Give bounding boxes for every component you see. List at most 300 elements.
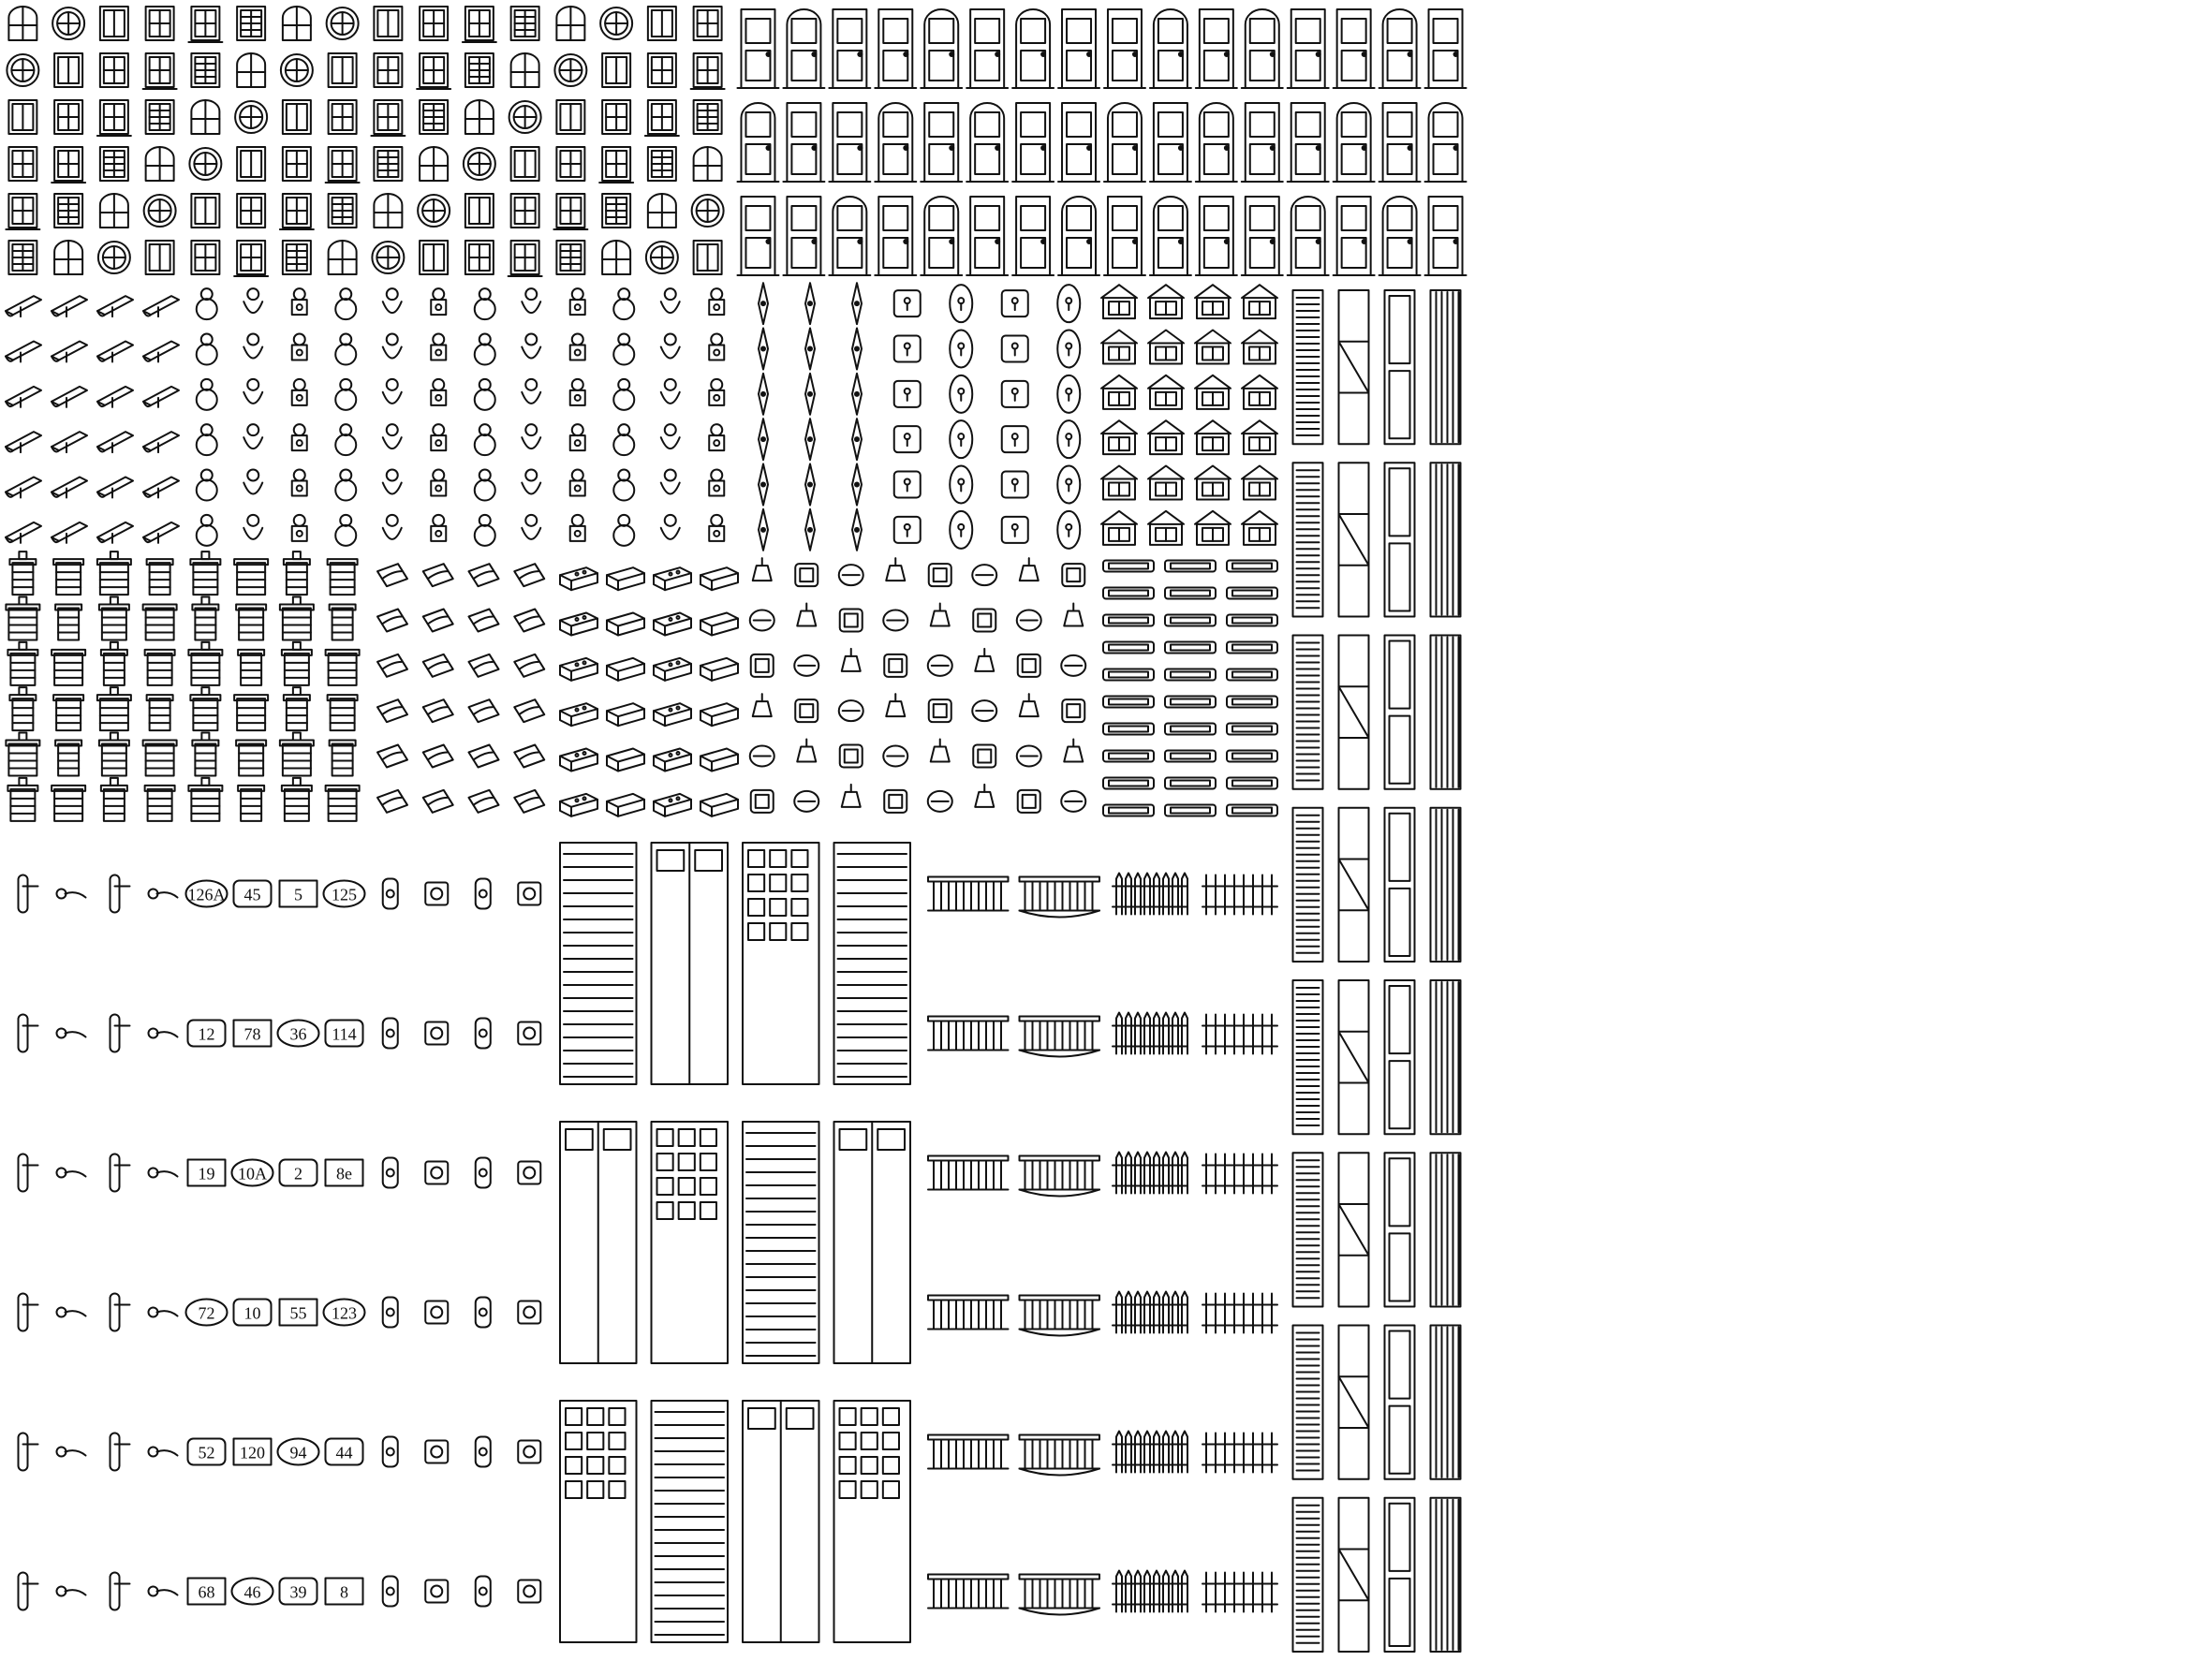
dormer-icon bbox=[1148, 285, 1184, 318]
house-number-plate bbox=[280, 1160, 317, 1186]
dormer-icon bbox=[1242, 511, 1277, 545]
dormer-icon bbox=[1148, 375, 1184, 409]
window-icon bbox=[327, 7, 359, 39]
chimney-icon bbox=[280, 597, 314, 640]
door-icon bbox=[1150, 197, 1191, 275]
door-icon bbox=[921, 9, 962, 88]
doorbell-icon bbox=[518, 1580, 540, 1603]
house-number-text: 52 bbox=[198, 1443, 215, 1463]
house-number-plate bbox=[280, 1579, 317, 1605]
knocker-icon bbox=[431, 379, 446, 405]
house-number-text: 114 bbox=[332, 1024, 357, 1044]
chimney-icon bbox=[9, 687, 36, 730]
lock-icon bbox=[950, 331, 972, 368]
door-icon bbox=[1425, 197, 1467, 275]
house-number-plate bbox=[278, 1439, 319, 1465]
knocker-icon bbox=[292, 515, 307, 541]
lamp-icon bbox=[931, 740, 950, 762]
lamp-icon bbox=[1064, 604, 1083, 626]
lock-icon bbox=[950, 466, 972, 504]
gutter-icon bbox=[143, 387, 179, 407]
roof-tile-icon bbox=[423, 610, 453, 632]
door-handle-icon bbox=[57, 1448, 86, 1457]
doorbell-icon bbox=[425, 1580, 448, 1603]
shutter-icon bbox=[1431, 1153, 1461, 1306]
shutters-section bbox=[1293, 290, 1461, 1652]
knocker-icon bbox=[613, 515, 634, 546]
gutter-icon bbox=[143, 432, 179, 452]
house-number-plate bbox=[326, 1021, 363, 1047]
garage-door-icon bbox=[834, 1122, 911, 1363]
door-handle-icon bbox=[19, 1433, 38, 1471]
window-icon bbox=[146, 147, 174, 181]
chimney-icon bbox=[97, 687, 131, 730]
lamp-icon bbox=[972, 700, 996, 721]
chimney-icon bbox=[9, 551, 36, 595]
lock-icon bbox=[894, 517, 921, 543]
chimney-icon bbox=[192, 733, 218, 776]
house-number-text: 125 bbox=[332, 885, 357, 904]
door-icon bbox=[829, 103, 870, 182]
lock-icon bbox=[1057, 331, 1080, 368]
lamp-icon bbox=[753, 694, 772, 716]
garage-door-icon bbox=[652, 1401, 729, 1642]
window-icon bbox=[374, 53, 402, 87]
knocker-icon bbox=[661, 470, 680, 494]
lamp-icon bbox=[931, 604, 950, 626]
knocker-icon bbox=[522, 334, 540, 359]
brick-icon bbox=[560, 703, 597, 726]
lamp-icon bbox=[795, 564, 818, 586]
chimney-icon bbox=[53, 695, 83, 730]
lamp-icon bbox=[751, 790, 774, 813]
window-icon bbox=[691, 53, 725, 89]
shutter-icon bbox=[1339, 290, 1369, 444]
chimney-icon bbox=[328, 695, 358, 730]
window-icon bbox=[52, 147, 85, 183]
brick-icon bbox=[607, 794, 644, 816]
mail-slot-icon bbox=[1165, 724, 1216, 735]
house-number-text: 5 bbox=[294, 885, 302, 904]
house-number-plate bbox=[188, 1021, 226, 1047]
fence-icon bbox=[1202, 1433, 1277, 1473]
lamp-icon bbox=[840, 610, 863, 632]
knocker-icon bbox=[431, 470, 446, 496]
shutter-icon bbox=[1339, 463, 1369, 616]
window-icon bbox=[420, 100, 448, 134]
roof-tile-icon bbox=[469, 610, 499, 632]
knocker-icon bbox=[709, 515, 724, 541]
house-number-plate bbox=[280, 1300, 317, 1326]
knocker-icon bbox=[475, 288, 495, 319]
window-icon bbox=[694, 241, 722, 274]
lamp-icon bbox=[928, 791, 952, 812]
door-icon bbox=[1196, 103, 1237, 182]
doorbell-icon bbox=[425, 883, 448, 905]
gutters-section bbox=[6, 296, 179, 543]
house-number-plate bbox=[326, 1579, 363, 1605]
mail-slot-icon bbox=[1227, 805, 1277, 816]
window-icon bbox=[235, 101, 267, 133]
mail-slot-icon bbox=[1227, 561, 1277, 572]
garage-doors-section bbox=[560, 843, 910, 1642]
chimney-icon bbox=[52, 650, 85, 685]
roof-tile-icon bbox=[377, 564, 407, 586]
knocker-icon bbox=[292, 424, 307, 450]
mail-slot-icon bbox=[1227, 642, 1277, 654]
house-number-plate bbox=[324, 1300, 365, 1326]
window-icon bbox=[465, 241, 494, 274]
door-icon bbox=[1104, 103, 1145, 182]
house-number-text: 94 bbox=[289, 1443, 307, 1463]
house-number-text: 123 bbox=[332, 1303, 357, 1323]
window-icon bbox=[281, 54, 313, 86]
window-icon bbox=[602, 241, 630, 274]
gutter-icon bbox=[6, 387, 41, 407]
dormer-icon bbox=[1148, 331, 1184, 364]
knocker-icon bbox=[475, 515, 495, 546]
dormer-icon bbox=[1195, 511, 1231, 545]
chimney-icon bbox=[52, 786, 85, 821]
mail-slot-icon bbox=[1165, 669, 1216, 681]
window-icon bbox=[509, 101, 541, 133]
lock-icon bbox=[950, 511, 972, 549]
hinge-icon bbox=[759, 419, 768, 460]
hinge-icon bbox=[805, 419, 815, 460]
lamp-icon bbox=[842, 649, 861, 671]
brick-icon bbox=[700, 567, 738, 590]
knocker-icon bbox=[383, 288, 402, 313]
lock-icon bbox=[1002, 426, 1028, 452]
lock-icon bbox=[1002, 336, 1028, 362]
shutter-icon bbox=[1385, 808, 1415, 962]
hinge-icon bbox=[852, 464, 862, 506]
mail-slot-icon bbox=[1165, 751, 1216, 762]
chimney-icon bbox=[143, 605, 177, 640]
bricks-section bbox=[560, 567, 738, 816]
window-icon bbox=[556, 7, 584, 40]
door-icon bbox=[737, 9, 778, 88]
window-icon bbox=[417, 53, 450, 89]
roof-tile-icon bbox=[377, 790, 407, 813]
chimney-icon bbox=[6, 597, 39, 640]
house-number-plate bbox=[234, 881, 272, 907]
door-icon bbox=[783, 197, 824, 275]
lamp-icon bbox=[750, 746, 774, 767]
house-number-text: 12 bbox=[198, 1024, 215, 1044]
window-icon bbox=[648, 147, 676, 181]
knocker-icon bbox=[431, 334, 446, 360]
hinge-icon bbox=[759, 509, 768, 551]
shutter-icon bbox=[1385, 1498, 1415, 1652]
roof-tile-icon bbox=[423, 745, 453, 768]
mail-slot-icon bbox=[1165, 805, 1216, 816]
doorbell-icon bbox=[518, 1022, 540, 1045]
door-handle-icon bbox=[149, 1448, 178, 1457]
house-number-text: 8 bbox=[340, 1582, 348, 1602]
chimney-icon bbox=[282, 642, 312, 685]
door-icon bbox=[875, 103, 916, 182]
gutter-icon bbox=[6, 296, 41, 316]
roof-tile-icon bbox=[469, 564, 499, 586]
lamp-icon bbox=[797, 740, 816, 762]
roof-tile-icon bbox=[469, 790, 499, 813]
chimney-icon bbox=[188, 642, 222, 685]
chimney-icon bbox=[280, 733, 314, 776]
lamp-icon bbox=[886, 558, 905, 581]
chimney-icon bbox=[330, 741, 356, 776]
window-icon bbox=[648, 194, 676, 228]
window-icon bbox=[54, 100, 82, 134]
shutter-icon bbox=[1431, 463, 1461, 616]
mail-slot-icon bbox=[1165, 642, 1216, 654]
window-icon bbox=[556, 147, 584, 181]
chimneys-section bbox=[6, 551, 359, 821]
dormer-icon bbox=[1101, 331, 1137, 364]
roof-tile-icon bbox=[377, 745, 407, 768]
gutter-icon bbox=[97, 478, 133, 498]
door-handle-icon bbox=[57, 1169, 86, 1178]
brick-icon bbox=[654, 567, 691, 590]
knocker-icon bbox=[431, 515, 446, 541]
lock-icon bbox=[894, 381, 921, 407]
garage-door-icon bbox=[834, 843, 911, 1084]
house-number-text: 10 bbox=[243, 1303, 261, 1323]
door-icon bbox=[1150, 9, 1191, 88]
lamp-icon bbox=[839, 565, 863, 585]
lock-icon bbox=[1057, 420, 1080, 458]
shutter-icon bbox=[1293, 290, 1323, 444]
doorbell-icon bbox=[383, 1577, 398, 1607]
roof-tile-icon bbox=[423, 699, 453, 722]
lamp-icon bbox=[842, 785, 861, 807]
garage-door-icon bbox=[560, 843, 637, 1084]
knocker-icon bbox=[243, 379, 262, 404]
brick-icon bbox=[700, 658, 738, 681]
lamp-icon bbox=[751, 654, 774, 677]
window-icon bbox=[511, 194, 539, 228]
fence-icon bbox=[1202, 1015, 1277, 1054]
lamp-icon bbox=[753, 558, 772, 581]
door-handle-icon bbox=[149, 1029, 178, 1038]
lock-icon bbox=[894, 290, 921, 316]
mail-slot-icon bbox=[1165, 778, 1216, 789]
door-handle-icon bbox=[57, 1587, 86, 1596]
house-number-text: 8e bbox=[336, 1164, 352, 1183]
shutter-icon bbox=[1293, 808, 1323, 962]
doorbell-icon bbox=[476, 1298, 491, 1328]
lamp-icon bbox=[975, 649, 994, 671]
door-handle-icon bbox=[57, 1308, 86, 1317]
window-icon bbox=[52, 7, 84, 39]
lock-icon bbox=[1002, 290, 1028, 316]
window-icon bbox=[146, 7, 174, 40]
dormer-icon bbox=[1195, 331, 1231, 364]
fence-icon bbox=[1113, 874, 1187, 915]
balcony-icon bbox=[928, 877, 1009, 911]
window-icon bbox=[694, 7, 722, 40]
hinges-section bbox=[759, 283, 862, 551]
knocker-icon bbox=[613, 334, 634, 365]
window-icon bbox=[8, 241, 37, 274]
house-number-plate bbox=[326, 1439, 363, 1465]
door-icon bbox=[1196, 197, 1237, 275]
roof-tile-icon bbox=[377, 654, 407, 677]
dormer-icon bbox=[1242, 331, 1277, 364]
brick-icon bbox=[560, 749, 597, 772]
doorbell-icon bbox=[476, 879, 491, 909]
door-icon bbox=[1242, 9, 1283, 88]
house-number-plate bbox=[324, 881, 365, 907]
knocker-icon bbox=[243, 515, 262, 539]
window-icon bbox=[556, 100, 584, 134]
door-icon bbox=[921, 197, 962, 275]
door-handle-icon bbox=[19, 1294, 38, 1331]
door-handle-icon bbox=[149, 889, 178, 899]
doorbell-icon bbox=[383, 879, 398, 909]
knocker-icon bbox=[475, 424, 495, 455]
house-number-plate bbox=[234, 1021, 272, 1047]
lock-icon bbox=[894, 472, 921, 498]
door-icon bbox=[737, 103, 778, 182]
dormer-icon bbox=[1242, 420, 1277, 454]
doorbell-icon bbox=[476, 1577, 491, 1607]
shutter-icon bbox=[1293, 636, 1323, 789]
window-icon bbox=[599, 147, 633, 183]
balcony-icon bbox=[1020, 1435, 1100, 1476]
gutter-icon bbox=[6, 478, 41, 498]
lamp-icon bbox=[1062, 564, 1084, 586]
lamp-icon bbox=[975, 785, 994, 807]
knocker-icon bbox=[613, 424, 634, 455]
lock-icon bbox=[894, 336, 921, 362]
roof-tile-icon bbox=[514, 654, 544, 677]
balcony-icon bbox=[1020, 1575, 1100, 1615]
mail-slot-icon bbox=[1227, 669, 1277, 681]
window-icon bbox=[420, 7, 448, 40]
fence-icon bbox=[1113, 1013, 1187, 1054]
dormer-icon bbox=[1148, 420, 1184, 454]
lock-icon bbox=[950, 285, 972, 322]
dormer-icon bbox=[1148, 466, 1184, 500]
lamp-icon bbox=[1018, 790, 1040, 813]
dormer-icon bbox=[1242, 466, 1277, 500]
doorbell-icon bbox=[383, 1019, 398, 1049]
knocker-icon bbox=[570, 424, 585, 450]
roof-tile-icon bbox=[514, 564, 544, 586]
knocker-icon bbox=[335, 334, 356, 365]
dormer-icon bbox=[1195, 375, 1231, 409]
house-number-plate bbox=[326, 1160, 363, 1186]
knocker-icon bbox=[243, 470, 262, 494]
door-icon bbox=[875, 197, 916, 275]
lock-icon bbox=[950, 420, 972, 458]
door-handles-section bbox=[19, 875, 178, 1610]
brick-icon bbox=[607, 567, 644, 590]
shutter-icon bbox=[1339, 1326, 1369, 1479]
window-icon bbox=[329, 100, 357, 134]
window-icon bbox=[191, 241, 219, 274]
window-icon bbox=[100, 147, 128, 181]
window-icon bbox=[556, 241, 584, 274]
house-number-plate bbox=[186, 1300, 228, 1326]
knocker-icon bbox=[197, 424, 217, 455]
shutter-icon bbox=[1385, 463, 1415, 616]
shutter-icon bbox=[1339, 980, 1369, 1134]
lamp-icon bbox=[1062, 699, 1084, 722]
window-icon bbox=[146, 100, 174, 134]
knocker-icon bbox=[661, 379, 680, 404]
door-handle-icon bbox=[111, 875, 130, 913]
knocker-icon bbox=[522, 288, 540, 313]
house-number-plate bbox=[234, 1300, 272, 1326]
window-icon bbox=[694, 147, 722, 181]
knocker-icon bbox=[335, 424, 356, 455]
house-number-text: 126A bbox=[187, 885, 226, 904]
window-icon bbox=[54, 194, 82, 228]
window-icon bbox=[283, 7, 311, 40]
door-icon bbox=[1334, 9, 1375, 88]
gutter-icon bbox=[143, 478, 179, 498]
lamp-icon bbox=[1020, 558, 1039, 581]
house-number-text: 45 bbox=[243, 885, 261, 904]
chimney-icon bbox=[330, 605, 356, 640]
doorbell-icon bbox=[425, 1441, 448, 1463]
door-handle-icon bbox=[19, 1154, 38, 1192]
shutter-icon bbox=[1431, 290, 1461, 444]
doorbell-icon bbox=[518, 1441, 540, 1463]
dormer-icon bbox=[1101, 375, 1137, 409]
window-icon bbox=[648, 7, 676, 40]
mail-slot-icon bbox=[1103, 805, 1154, 816]
knocker-icon bbox=[292, 288, 307, 315]
chimney-icon bbox=[284, 687, 310, 730]
gutter-icon bbox=[52, 296, 87, 316]
garage-door-icon bbox=[560, 1122, 637, 1363]
lamp-icon bbox=[884, 654, 907, 677]
door-icon bbox=[783, 9, 824, 88]
hinge-icon bbox=[759, 329, 768, 370]
house-number-text: 2 bbox=[294, 1164, 302, 1183]
door-icon bbox=[1058, 103, 1099, 182]
door-handle-icon bbox=[19, 1573, 38, 1610]
chimney-icon bbox=[190, 687, 220, 730]
dormer-icon bbox=[1101, 285, 1137, 318]
window-icon bbox=[418, 195, 450, 227]
dormer-icon bbox=[1148, 511, 1184, 545]
window-icon bbox=[329, 241, 357, 274]
door-icon bbox=[1196, 9, 1237, 88]
lock-icon bbox=[950, 375, 972, 413]
brick-icon bbox=[654, 658, 691, 681]
window-icon bbox=[329, 53, 357, 87]
chimney-icon bbox=[328, 559, 358, 595]
house-number-text: 36 bbox=[289, 1024, 307, 1044]
window-icon bbox=[144, 195, 176, 227]
door-icon bbox=[1012, 103, 1054, 182]
dormer-icon bbox=[1195, 420, 1231, 454]
knocker-icon bbox=[243, 288, 262, 313]
balconies-section bbox=[928, 877, 1099, 1615]
balcony-icon bbox=[928, 1435, 1009, 1469]
door-icon bbox=[1242, 197, 1283, 275]
dormer-icon bbox=[1101, 466, 1137, 500]
roof-tile-icon bbox=[377, 699, 407, 722]
window-icon bbox=[554, 54, 586, 86]
chimney-icon bbox=[7, 642, 37, 685]
door-icon bbox=[921, 103, 962, 182]
door-icon bbox=[737, 197, 778, 275]
